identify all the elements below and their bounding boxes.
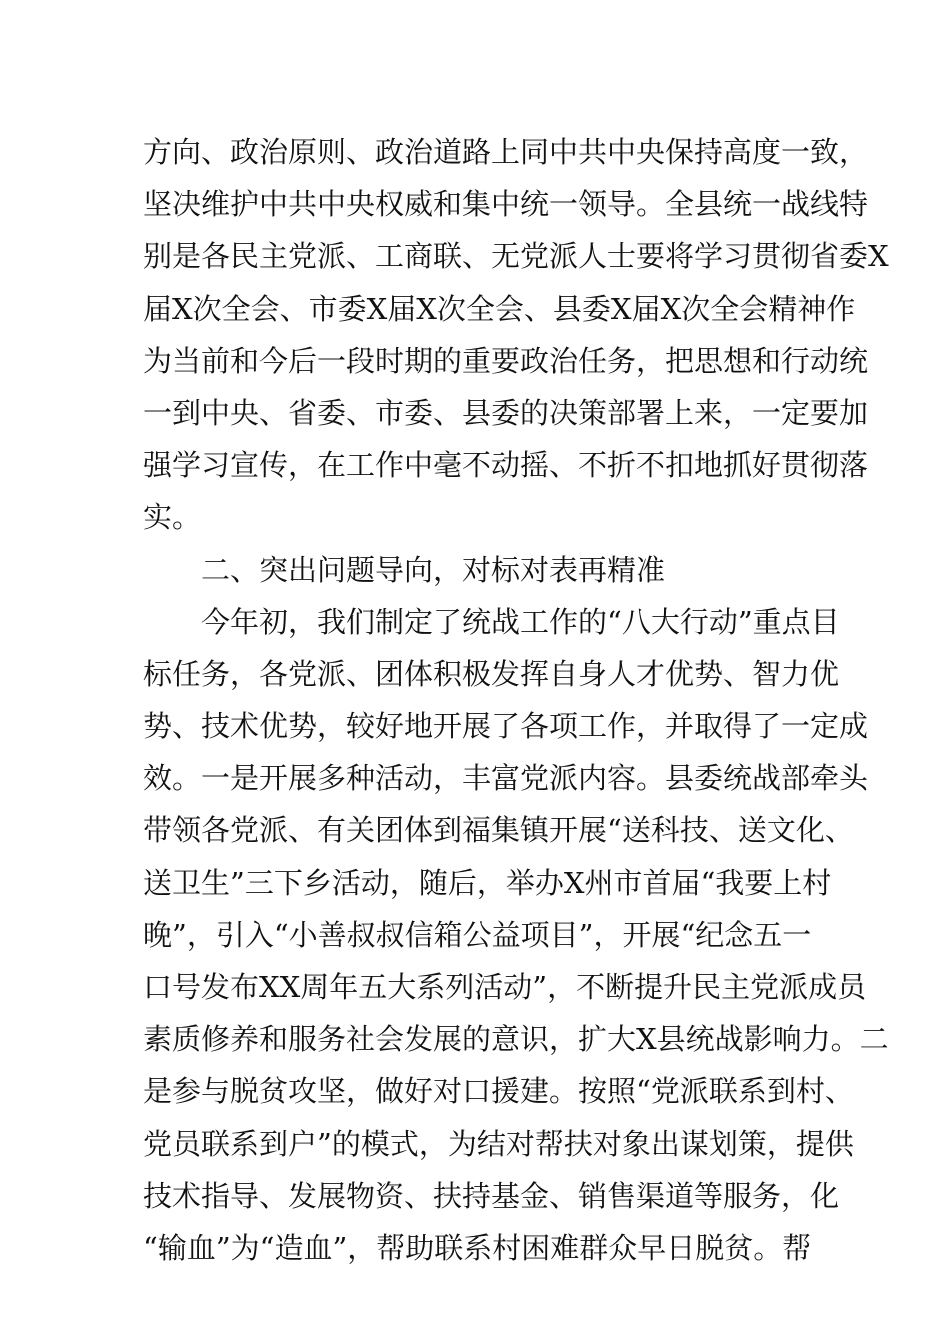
text-line: 势、技术优势，较好地开展了各项工作，并取得了一定成	[143, 709, 869, 744]
text-line: 效。一是开展多种活动，丰富党派内容。县委统战部牵头	[143, 761, 869, 796]
text-line: 坚决维护中共中央权威和集中统一领导。全县统一战线特	[143, 187, 869, 222]
text-line: 是参与脱贫攻坚，做好对口援建。按照“党派联系到村、	[143, 1074, 854, 1109]
text-line: 晚”，引入“小善叔叔信箱公益项目”，开展“纪念五一	[143, 917, 812, 952]
text-line: 届X次全会、市委X届X次全会、县委X届X次全会精神作	[143, 291, 856, 326]
text-line: 标任务，各党派、团体积极发挥自身人才优势、智力优	[143, 656, 840, 691]
text-line: 别是各民主党派、工商联、无党派人士要将学习贯彻省委X	[143, 239, 889, 274]
paragraph-1	[143, 126, 889, 544]
paragraph-2	[143, 596, 889, 1274]
document-body	[143, 126, 889, 1274]
section-heading: 二、突出问题导向，对标对表再精准	[201, 552, 666, 587]
text-line: 方向、政治原则、政治道路上同中共中央保持高度一致，	[143, 135, 869, 169]
text-line: 今年初，我们制定了统战工作的“八大行动”重点目	[201, 604, 840, 639]
text-line: 实。	[143, 500, 202, 535]
text-line: “输血”为“造血”，帮助联系村困难群众早日脱贫。帮	[143, 1230, 812, 1265]
text-line: 强学习宣传，在工作中毫不动摇、不折不扣地抓好贯彻落	[143, 448, 869, 483]
text-line: 为当前和今后一段时期的重要政治任务，把思想和行动统	[143, 343, 869, 378]
text-line: 党员联系到户”的模式，为结对帮扶对象出谋划策，提供	[143, 1126, 854, 1161]
text-line: 送卫生”三下乡活动，随后，举办X州市首届“我要上村	[143, 865, 832, 900]
text-line: 带领各党派、有关团体到福集镇开展“送科技、送文化、	[143, 813, 854, 848]
text-line: 技术指导、发展物资、扶持基金、销售渠道等服务，化	[143, 1178, 840, 1213]
text-line: 口号发布XX周年五大系列活动”，不断提升民主党派成员	[143, 970, 867, 1004]
text-line: 一到中央、省委、市委、县委的决策部署上来，一定要加	[143, 395, 869, 430]
text-line: 素质修养和服务社会发展的意识，扩大X县统战影响力。二	[143, 1022, 889, 1057]
